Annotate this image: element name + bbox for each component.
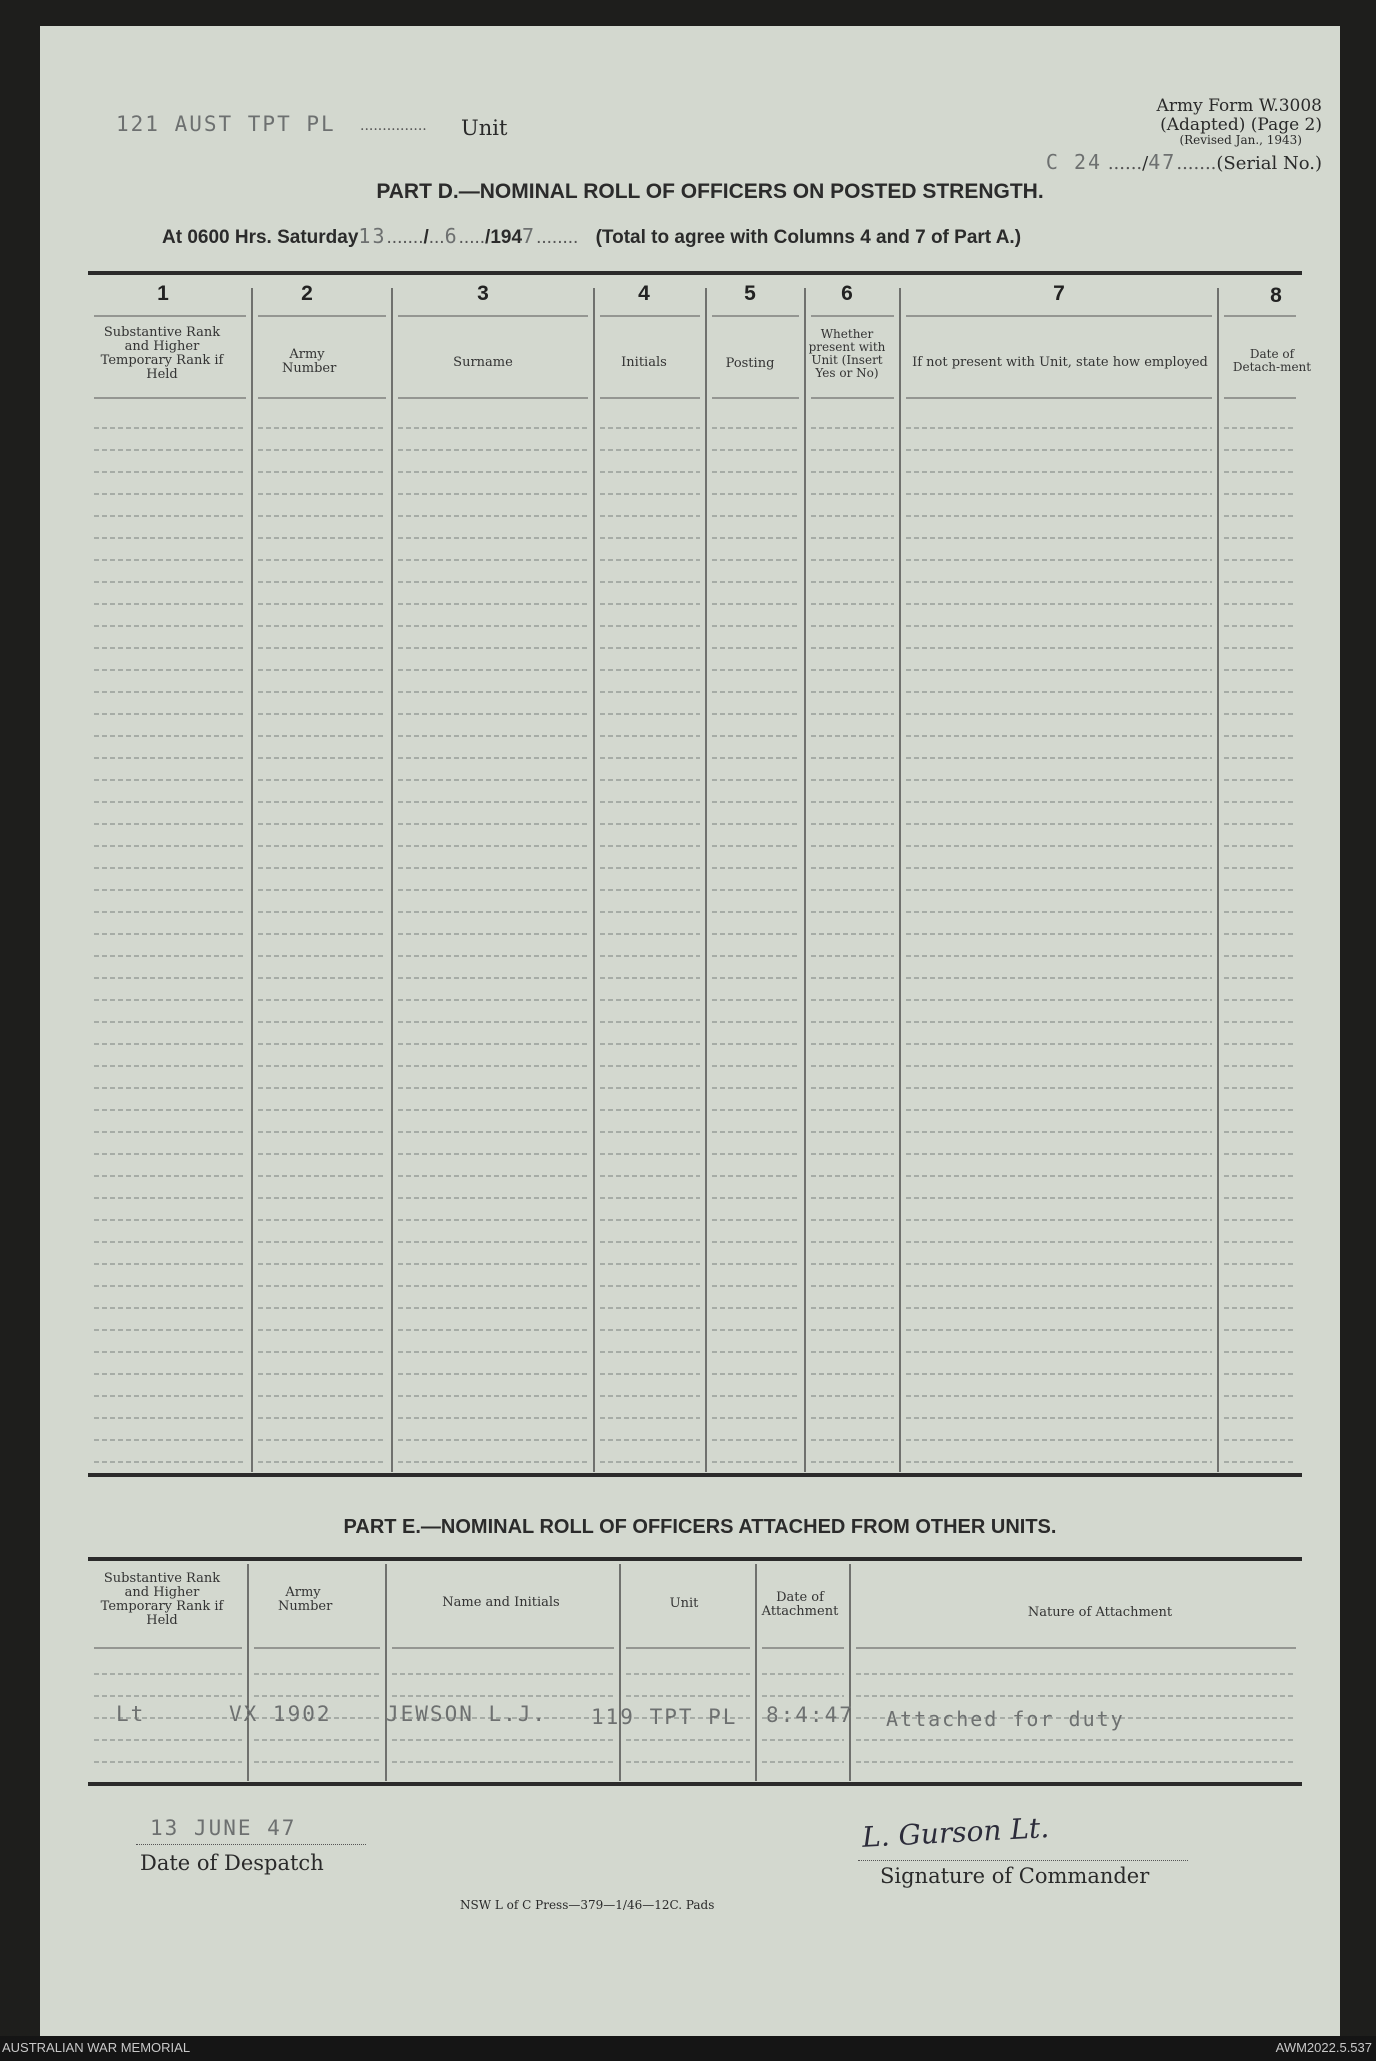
pe-entry-date: 8:4:47 bbox=[766, 1703, 854, 1727]
archive-right-label: AWM2022.5.537 bbox=[1275, 2040, 1372, 2055]
serial-slash: / bbox=[1142, 153, 1149, 174]
signature-label: Signature of Commander bbox=[880, 1864, 1150, 1888]
pd-col-8-label: Date of Detach-ment bbox=[1232, 347, 1312, 374]
pd-col-7-num: 7 bbox=[1053, 282, 1065, 305]
pd-col-1-label: Substantive Rank and Higher Temporary Rank if Held bbox=[100, 325, 224, 382]
despatch-label: Date of Despatch bbox=[140, 1851, 324, 1875]
unit-typed: 121 AUST TPT PL bbox=[116, 112, 336, 136]
part-e-title: PART E.—NOMINAL ROLL OF OFFICERS ATTACHED FROM OTHER UNITS. bbox=[343, 1516, 1057, 1538]
part-d-title: PART D.—NOMINAL ROLL OF OFFICERS ON POSTED STRENGTH. bbox=[376, 180, 1044, 203]
serial-label: (Serial No.) bbox=[1216, 153, 1322, 174]
press-note: NSW L of C Press—379—1/46—12C. Pads bbox=[460, 1898, 715, 1912]
total-note: (Total to agree with Columns 4 and 7 of Part A.) bbox=[595, 227, 1022, 248]
year-digit: 7 bbox=[522, 224, 537, 248]
pd-col-6-num: 6 bbox=[841, 282, 853, 305]
month-typed: 6 bbox=[444, 224, 459, 248]
part-e-grid bbox=[40, 26, 1340, 1826]
pd-col-5-num: 5 bbox=[744, 282, 756, 305]
pe-col-4-label: Unit bbox=[669, 1596, 699, 1611]
pd-col-4-label: Initials bbox=[621, 355, 667, 370]
signature-handwritten: L. Gurson Lt. bbox=[861, 1811, 1050, 1854]
at-label: At 0600 Hrs. Saturday bbox=[162, 227, 359, 248]
pd-col-2-label: Army Number bbox=[282, 347, 337, 376]
pd-col-4-num: 4 bbox=[638, 282, 650, 305]
pe-entry-nature: Attached for duty bbox=[886, 1707, 1125, 1731]
date-slash-2: / bbox=[485, 227, 491, 248]
form-revised: (Revised Jan., 1943) bbox=[1179, 133, 1302, 147]
pd-col-6-label: Whether present with Unit (Insert Yes or No) bbox=[808, 327, 886, 380]
serial-typed-b: 47 bbox=[1148, 150, 1177, 174]
pe-entry-army-number: VX 1902 bbox=[229, 1702, 332, 1726]
part-d-date-line: At 0600 Hrs. Saturday13......./...6...../1947........ (Total to agree with Columns 4 and 7 of Part A.) bbox=[162, 224, 1022, 248]
pd-col-1-num: 1 bbox=[157, 282, 169, 305]
pe-entry-unit: 119 TPT PL bbox=[591, 1705, 738, 1729]
serial-dots: ...... bbox=[1107, 153, 1143, 174]
pe-col-6-label: Nature of Attachment bbox=[1027, 1605, 1173, 1620]
pe-entry-name: JEWSON L.J. bbox=[386, 1702, 548, 1726]
pd-col-3-label: Surname bbox=[453, 355, 513, 370]
pe-col-5-label: Date of Attachment bbox=[761, 1590, 839, 1619]
despatch-date-typed: 13 JUNE 47 bbox=[150, 1816, 297, 1840]
serial-typed-a: C 24 bbox=[1045, 150, 1103, 174]
pd-col-3-num: 3 bbox=[477, 282, 489, 305]
despatch-underline bbox=[136, 1844, 366, 1845]
pe-col-2-label: Army Number bbox=[278, 1585, 333, 1614]
pe-col-3-label: Name and Initials bbox=[442, 1595, 560, 1610]
pd-col-7-label: If not present with Unit, state how employed bbox=[912, 355, 1208, 370]
form-sheet bbox=[40, 26, 1340, 2036]
pd-col-8-num: 8 bbox=[1270, 284, 1282, 307]
serial-dots-2: ....... bbox=[1176, 153, 1217, 174]
signature-underline bbox=[858, 1860, 1188, 1861]
form-id: Army Form W.3008 bbox=[1156, 96, 1322, 116]
pe-entry-rank: Lt bbox=[116, 1702, 146, 1726]
unit-label: Unit bbox=[461, 116, 508, 140]
pd-col-2-num: 2 bbox=[301, 282, 313, 305]
year-prefix: 194 bbox=[490, 227, 523, 248]
day-typed: 13 bbox=[358, 224, 387, 248]
archive-footer-bar bbox=[0, 2036, 1376, 2061]
date-slash-1: / bbox=[423, 227, 429, 248]
pd-col-5-label: Posting bbox=[725, 356, 775, 371]
archive-left-label: AUSTRALIAN WAR MEMORIAL bbox=[2, 2040, 191, 2055]
pe-col-1-label: Substantive Rank and Higher Temporary Rank if Held bbox=[100, 1571, 224, 1628]
form-adapted: (Adapted) (Page 2) bbox=[1160, 115, 1322, 135]
unit-dots: ............... bbox=[360, 118, 427, 134]
